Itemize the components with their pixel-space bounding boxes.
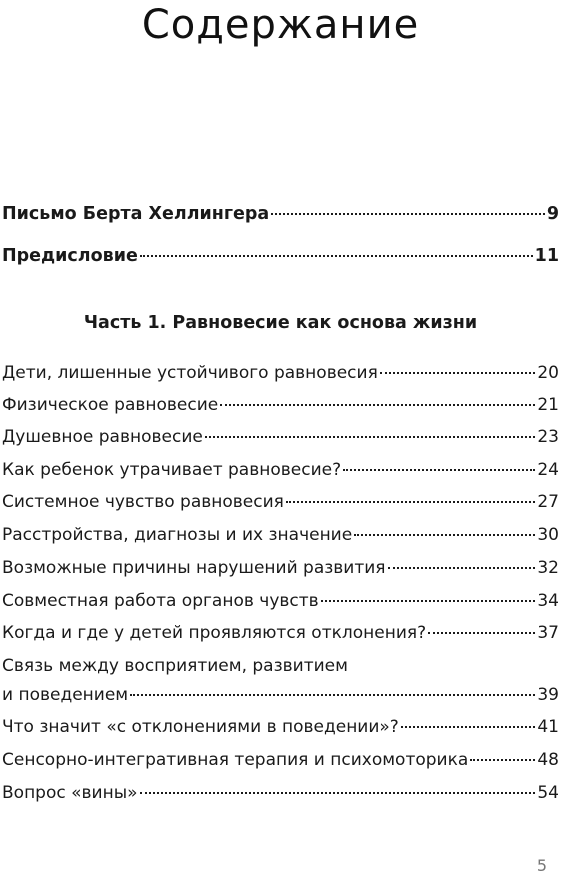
toc-entry-page: 27 [537,492,559,512]
dot-leader [271,213,545,215]
toc-entry[interactable] [2,622,559,644]
toc-entry-page: 48 [537,750,559,770]
toc-entry[interactable] [2,491,559,513]
toc-entry[interactable] [2,684,559,706]
toc-entry-label: Душевное равновесие [2,427,203,447]
dot-leader [380,372,536,374]
toc-entry-page: 32 [537,558,559,578]
dot-leader [140,255,533,257]
dot-leader [401,726,536,728]
toc-entry[interactable] [2,782,559,804]
toc-entry-label: Физическое равновесие [2,395,219,415]
dot-leader [140,792,536,794]
toc-entry[interactable] [2,590,559,612]
toc-entry-page: 37 [537,623,559,643]
toc-entry[interactable] [2,394,559,416]
dot-leader [388,567,536,569]
toc-entry-page: 9 [546,204,559,224]
part-heading: Часть 1. Равновесие как основа жизни [83,313,478,333]
toc-entry[interactable] [2,459,559,481]
dot-leader [470,759,535,761]
toc-entry-label: Вопрос «вины» [2,783,138,803]
toc-entry-page: 11 [534,246,559,266]
dot-leader [354,534,535,536]
toc-entry-page: 21 [537,395,559,415]
dot-leader [220,404,535,406]
toc-entry-label: Возможные причины нарушений развития [2,558,386,578]
toc-entry-page: 34 [537,591,559,611]
toc-entry-page: 20 [537,363,559,383]
toc-entry-label: Сенсорно-интегративная терапия и психомоторика [2,750,469,770]
toc-entry-label: Системное чувство равновесия [2,492,284,512]
toc-entry[interactable] [2,716,559,738]
dot-leader [286,501,535,503]
toc-entry-label: Совместная работа органов чувств [2,591,319,611]
dot-leader [428,632,535,634]
dot-leader [321,600,536,602]
toc-entry[interactable] [2,524,559,546]
toc-entry-label: Что значит «с отклонениями в поведении»? [2,717,399,737]
toc-entry-page: 24 [537,460,559,480]
toc-entry-label: Когда и где у детей проявляются отклонения? [2,623,427,643]
toc-entry[interactable] [2,557,559,579]
toc-entry-letter[interactable] [2,203,559,225]
toc-entry[interactable] [2,426,559,448]
toc-entry-page: 23 [537,427,559,447]
toc-entry-label: Предисловие [2,246,138,266]
toc-entry-label: Расстройства, диагнозы и их значение [2,525,353,545]
dot-leader [130,694,535,696]
dot-leader [205,436,536,438]
dot-leader [343,469,535,471]
toc-entry-preface[interactable] [2,245,559,267]
toc-entry[interactable] [2,749,559,771]
toc-entry-first-line[interactable]: Связь между восприятием, развитием [2,656,348,676]
toc-entry-label: и поведением [2,685,129,705]
toc-entry-label: Письмо Берта Хеллингера [2,204,270,224]
toc-entry[interactable] [2,362,559,384]
page-number: 5 [536,856,547,875]
toc-entry-page: 39 [537,685,559,705]
toc-entry-page: 30 [537,525,559,545]
toc-entry-page: 41 [537,717,559,737]
page-title: Содержание [141,2,420,48]
toc-entry-label: Дети, лишенные устойчивого равновесия [2,363,378,383]
toc-entry-page: 54 [537,783,559,803]
toc-entry-label: Как ребенок утрачивает равновесие? [2,460,342,480]
